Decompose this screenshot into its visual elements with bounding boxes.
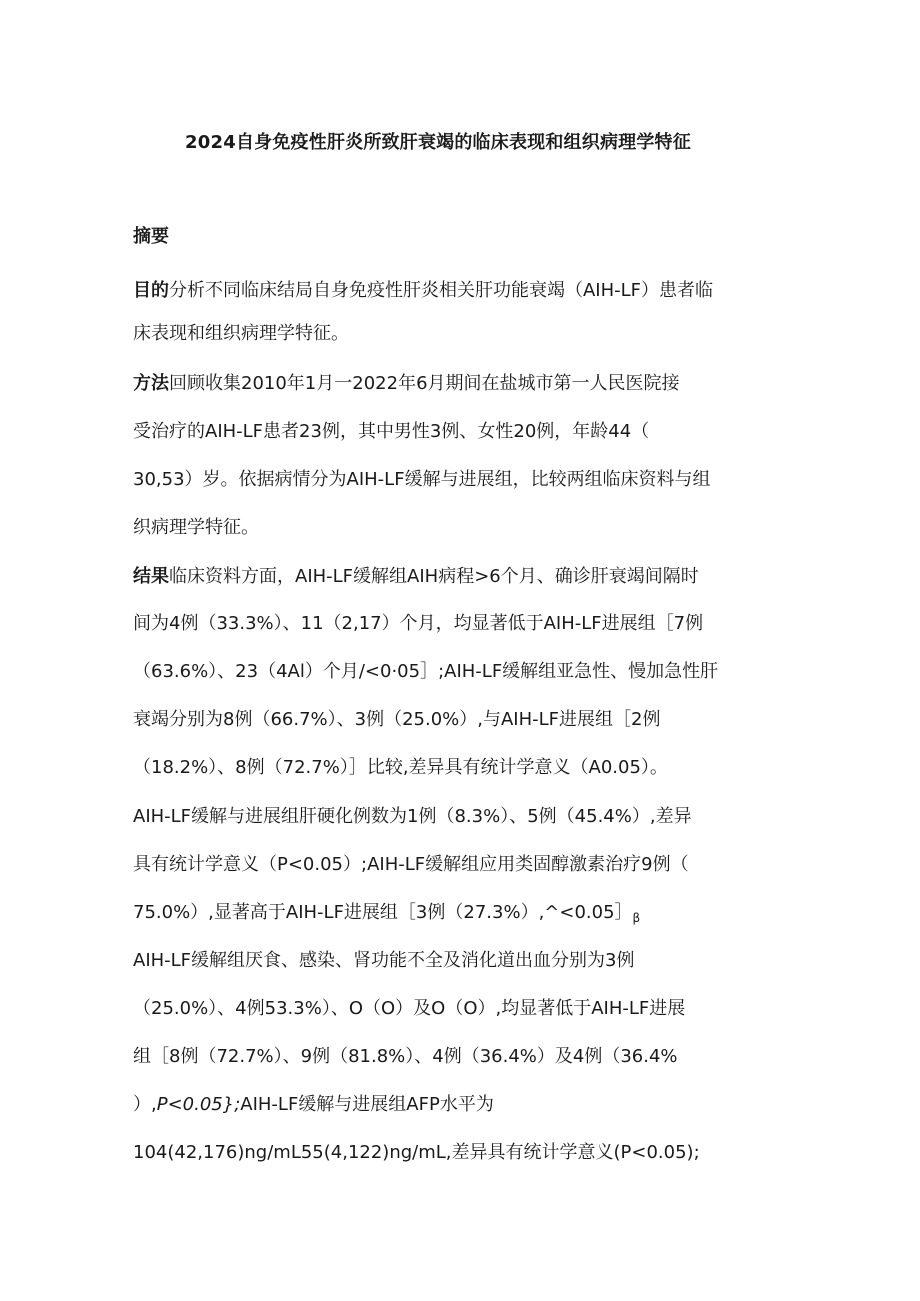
methods-line-1 (133, 372, 680, 396)
results-line-2: 间为4例（33.3%）、11（2,17）个月，均显著低于AIH-LF进展组［7例 (133, 613, 704, 634)
results-line-7: 具有统计学意义（P<0.05）;AIH-LF缓解组应用类固醇激素治疗9例（ (133, 854, 689, 875)
results-text-12a: ）, (133, 1094, 157, 1115)
results-text-12b: AIH-LF缓解与进展组AFP水平为 (240, 1094, 494, 1115)
beta-mark: β (632, 911, 641, 925)
abstract-heading: 摘要 (133, 226, 169, 247)
results-line-13: 104(42,176)ng/mL55(4,122)ng/mL,差异具有统计学意义(P<0.05); (133, 1142, 700, 1163)
purpose-line-2: 床表现和组织病理学特征。 (133, 323, 349, 344)
results-line-11: 组［8例（72.7%）、9例（81.8%）、4例（36.4%）及4例（36.4% (133, 1046, 678, 1067)
results-line-4: 衰竭分别为8例（66.7%）、3例（25.0%）,与AIH-LF进展组［2例 (133, 709, 661, 730)
methods-lead: 方法 (133, 373, 169, 394)
purpose-line-1 (133, 279, 713, 303)
results-line-3: （63.6%）、23（4Al）个月/<0·05］;AIH-LF缓解组亚急性、慢加急性肝 (133, 661, 719, 682)
results-lead: 结果 (133, 566, 169, 587)
methods-line-4: 织病理学特征。 (133, 517, 259, 538)
results-line-5: （18.2%）、8例（72.7%）］比较,差异具有统计学意义（A0.05）。 (133, 757, 668, 778)
results-line-6: AIH-LF缓解与进展组肝硬化例数为1例（8.3%）、5例（45.4%）,差异 (133, 806, 692, 827)
methods-text-1: 回顾收集2010年1月一2022年6月期间在盐城市第一人民医院接 (169, 373, 680, 394)
purpose-text-1: 分析不同临床结局自身免疫性肝炎相关肝功能衰竭（AIH-LF）患者临 (169, 280, 714, 301)
results-line-1 (133, 565, 699, 589)
results-line-8 (133, 901, 640, 930)
methods-line-3: 30,53）岁。依据病情分为AIH-LF缓解与进展组，比较两组临床资料与组 (133, 469, 711, 490)
italic-fragment: P<0.05}; (156, 1094, 241, 1115)
document-title: 2024自身免疫性肝炎所致肝衰竭的临床表现和组织病理学特征 (185, 132, 691, 153)
results-text-1: 临床资料方面，AIH-LF缓解组AIH病程>6个月、确诊肝衰竭间隔时 (169, 566, 699, 587)
methods-line-2: 受治疗的AIH-LF患者23例，其中男性3例、女性20例，年龄44（ (133, 421, 650, 442)
purpose-lead: 目的 (133, 280, 169, 301)
results-line-9: AIH-LF缓解组厌食、感染、肾功能不全及消化道出血分别为3例 (133, 950, 635, 971)
results-text-8: 75.0%）,显著高于AIH-LF进展组［3例（27.3%）,^<0.05］ (133, 902, 633, 923)
results-line-10: （25.0%）、4例53.3%）、O（O）及O（O）,均显著低于AIH-LF进展 (133, 998, 686, 1019)
results-line-12 (133, 1093, 494, 1117)
